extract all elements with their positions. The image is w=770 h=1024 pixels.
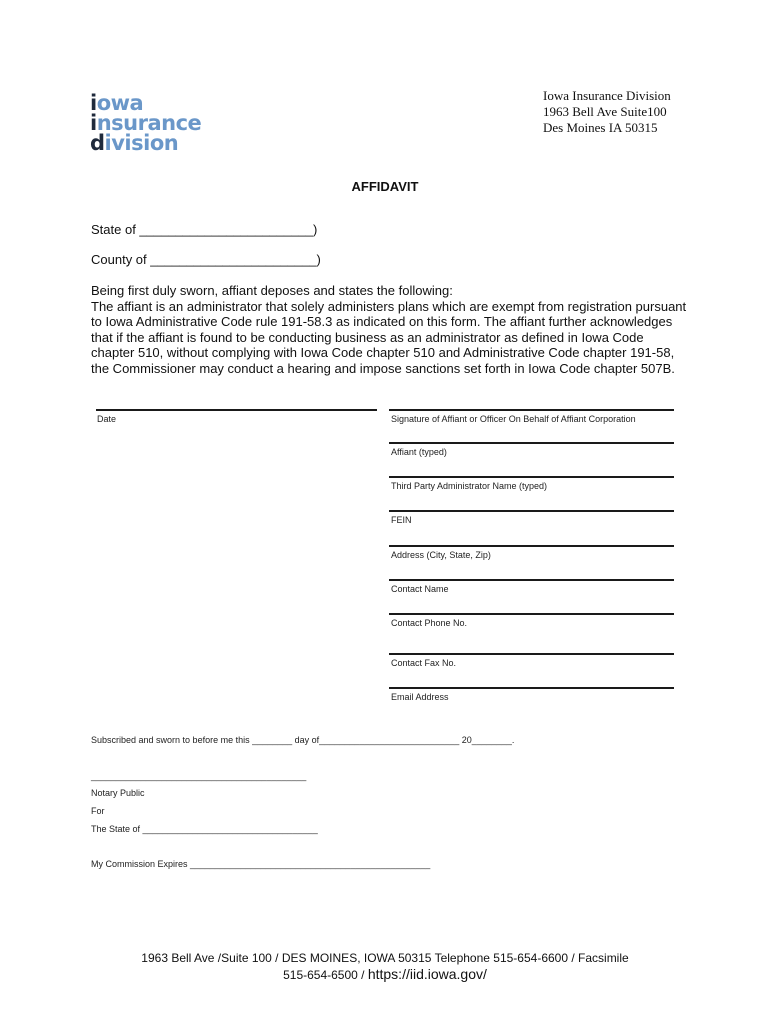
- contact-name-line[interactable]: [389, 579, 674, 581]
- tpa-name-label: Third Party Administrator Name (typed): [391, 481, 548, 491]
- logo-line-3: division: [90, 131, 179, 155]
- footer-line-1: 1963 Bell Ave /Suite 100 / DES MOINES, IOWA 50315 Telephone 515-654-6600 / Facsimile: [141, 951, 629, 965]
- notary-public-label: Notary Public: [91, 788, 145, 798]
- address-line-2: 1963 Bell Ave Suite100: [543, 104, 667, 119]
- address-line-1: Iowa Insurance Division: [543, 88, 671, 103]
- statement-line-4: that if the affiant is found to be conducting business as an administrator as defined in Iowa Code: [91, 329, 644, 345]
- statement-line-5: chapter 510, without complying with Iowa Code chapter 510 and Administrative Code chapter 191-58,: [91, 345, 675, 361]
- subscribed-sworn-field[interactable]: Subscribed and sworn to before me this ________ day of____________________________ 20________.: [91, 735, 515, 745]
- notary-state-field[interactable]: The State of ___________________________________: [91, 824, 318, 834]
- email-line[interactable]: [389, 687, 674, 689]
- address-line[interactable]: [389, 545, 674, 547]
- page-footer: [0, 950, 770, 983]
- statement-line-1: Being first duly sworn, affiant deposes and states the following:: [91, 283, 453, 298]
- logo-line-1: iowa: [90, 91, 144, 115]
- statement-line-3: to Iowa Administrative Code rule 191-58.3 as indicated on this form. The affiant further acknowledges: [91, 314, 673, 330]
- date-line[interactable]: [96, 409, 377, 411]
- affiant-label: Affiant (typed): [391, 447, 447, 457]
- date-label: Date: [97, 414, 117, 424]
- contact-name-label: Contact Name: [391, 584, 449, 594]
- document-title: AFFIDAVIT: [351, 179, 419, 194]
- statement-line-2: The affiant is an administrator that solely administers plans which are exempt from registration pursuant: [91, 298, 687, 314]
- iowa-insurance-division-logo: [90, 93, 220, 153]
- statement-line-6: the Commissioner may conduct a hearing and impose sanctions set forth in Iowa Code chapter 507B.: [91, 360, 675, 376]
- affidavit-statement: [91, 283, 691, 377]
- affiant-line[interactable]: [389, 442, 674, 444]
- signature-line[interactable]: [389, 409, 674, 411]
- tpa-name-line[interactable]: [389, 476, 674, 478]
- contact-fax-line[interactable]: [389, 653, 674, 655]
- state-of-field[interactable]: State of ________________________): [91, 222, 318, 237]
- contact-fax-label: Contact Fax No.: [391, 658, 457, 668]
- county-of-field[interactable]: County of _______________________): [91, 252, 321, 267]
- signature-label: Signature of Affiant or Officer On Behalf of Affiant Corporation: [391, 414, 636, 424]
- fein-label: FEIN: [391, 515, 412, 525]
- website-link[interactable]: https://iid.iowa.gov/: [367, 966, 487, 982]
- footer-line-2: 515-654-6500 / https://iid.iowa.gov/: [283, 966, 487, 982]
- division-address: [543, 88, 671, 136]
- notary-signature-line[interactable]: ___________________________________________: [91, 771, 307, 781]
- logo-line-2: insurance: [90, 111, 202, 135]
- email-label: Email Address: [391, 692, 449, 702]
- contact-phone-line[interactable]: [389, 613, 674, 615]
- contact-phone-label: Contact Phone No.: [391, 618, 468, 628]
- address-line-3: Des Moines IA 50315: [543, 120, 658, 135]
- fein-line[interactable]: [389, 510, 674, 512]
- for-label: For: [91, 806, 105, 816]
- address-label: Address (City, State, Zip): [391, 550, 491, 560]
- commission-expires-field[interactable]: My Commission Expires ________________________________________________: [91, 859, 431, 869]
